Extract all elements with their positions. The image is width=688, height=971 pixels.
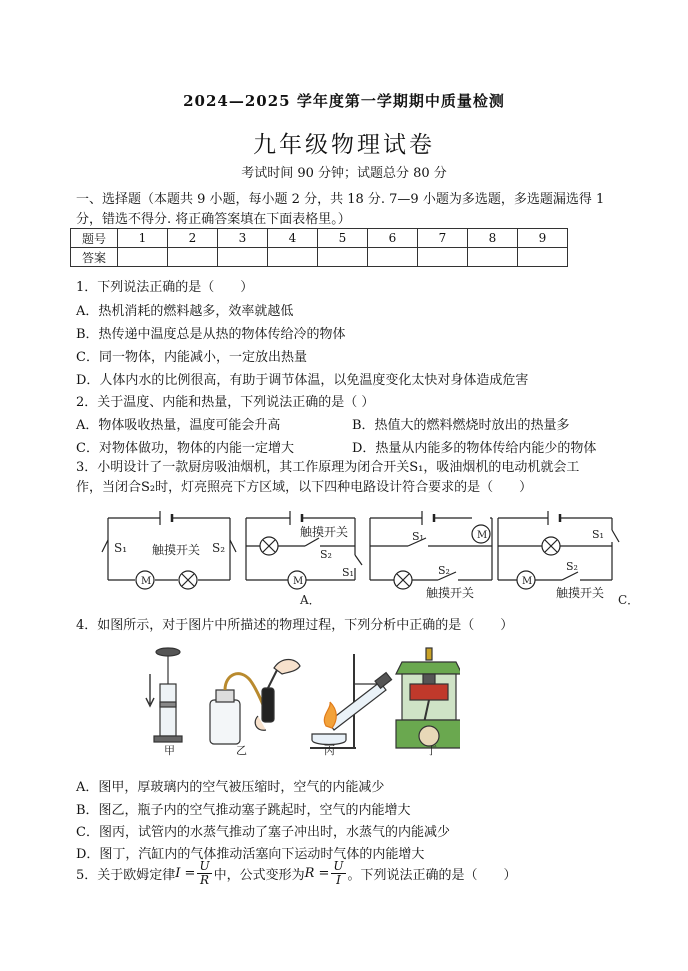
- fig-label-yi: 乙: [236, 744, 247, 756]
- switch-icon: [562, 572, 578, 580]
- svg-text:C．: C．: [618, 593, 640, 607]
- q1-stem: 1．下列说法正确的是（ ）: [76, 280, 254, 295]
- q4-stem: 4．如图所示，对于图片中所描述的物理过程，下列分析中正确的是（ ）: [76, 618, 514, 633]
- svg-text:S₂: S₂: [566, 560, 578, 573]
- engine-cylinder-image: [396, 648, 460, 748]
- q3-line1: 3．小明设计了一款厨房吸油烟机，其工作原理为闭合开关S₁，吸油烟机的电动机就会工: [76, 460, 580, 475]
- answer-table-number: 3: [218, 229, 268, 248]
- q2-option-c: C．对物体做功，物体的内能一定增大: [76, 441, 294, 456]
- answer-table-number: 7: [418, 229, 468, 248]
- q4-option-d: D．图丁，汽缸内的气体推动活塞向下运动时气体的内能增大: [76, 847, 425, 862]
- q5-formula2-lhs: R =: [304, 866, 330, 881]
- answer-cell[interactable]: [518, 248, 568, 267]
- answer-table-number: 6: [368, 229, 418, 248]
- answer-table-number: 4: [268, 229, 318, 248]
- svg-text:S₂: S₂: [212, 541, 226, 555]
- switch-icon: [355, 555, 362, 565]
- answer-table-number: 5: [318, 229, 368, 248]
- bottle-pump-image: [210, 660, 300, 745]
- svg-text:A．: A．: [300, 593, 321, 607]
- answer-table-row2-label: 答案: [71, 248, 118, 267]
- svg-text:触摸开关: 触摸开关: [556, 586, 605, 600]
- q5-part3: 。下列说法正确的是（ ）: [347, 868, 517, 883]
- svg-text:M: M: [141, 576, 152, 587]
- q5-formula1-denominator: R: [199, 873, 210, 887]
- section1-instruction-line2: 分，错选不得分. 将正确答案填在下面表格里。）: [76, 212, 351, 227]
- exam-title: 2024—2025 学年度第一学期期中质量检测: [183, 92, 505, 110]
- compression-cylinder-image: [146, 648, 182, 742]
- answer-cell[interactable]: [368, 248, 418, 267]
- svg-text:触摸开关: 触摸开关: [300, 525, 349, 539]
- q4-option-a: A．图甲，厚玻璃内的空气被压缩时，空气的内能减少: [76, 780, 385, 795]
- svg-text:触摸开关: 触摸开关: [152, 543, 201, 557]
- svg-text:S₁: S₁: [412, 530, 424, 543]
- svg-text:S₂: S₂: [438, 564, 450, 577]
- exam-subtitle: 九年级物理试卷: [253, 132, 435, 158]
- q5-formula1-numerator: U: [199, 859, 210, 873]
- svg-text:M: M: [522, 576, 533, 587]
- q5-part1: 5．关于欧姆定律: [76, 868, 176, 883]
- flame-icon: [324, 702, 336, 728]
- q2-option-b: B．热值大的燃料燃烧时放出的热量多: [352, 418, 570, 433]
- q5-formula1-fraction: [197, 860, 211, 887]
- q2-option-d: D．热量从内能多的物体传给内能少的物体: [352, 441, 597, 456]
- answer-cell[interactable]: [318, 248, 368, 267]
- answer-table-number: 2: [168, 229, 218, 248]
- answer-table-number: 1: [118, 229, 168, 248]
- q5-formula2-numerator: U: [333, 859, 344, 873]
- answer-table: [70, 228, 568, 267]
- svg-text:触摸开关: 触摸开关: [426, 586, 475, 600]
- svg-text:S₁: S₁: [342, 566, 354, 579]
- circuit-a: [102, 511, 236, 589]
- svg-text:S₁: S₁: [114, 541, 128, 555]
- circuit-c: [370, 511, 492, 600]
- q4-option-c: C．图丙，试管内的水蒸气推动了塞子冲出时，水蒸气的内能减少: [76, 825, 450, 840]
- svg-text:M: M: [477, 530, 488, 541]
- fig-label-ding: 丁: [426, 744, 437, 756]
- q3-line2: 作，当闭合S₂时，灯亮照亮下方区域，以下四种电路设计符合要求的是（ ）: [76, 480, 533, 495]
- q4-option-b: B．图乙，瓶子内的空气推动塞子跳起时，空气的内能增大: [76, 803, 411, 818]
- q5-stem: [76, 860, 517, 887]
- q2-stem: 2．关于温度、内能和热量，下列说法正确的是（ ）: [76, 395, 375, 410]
- q1-option-b: B．热传递中温度总是从热的物体传给冷的物体: [76, 327, 346, 342]
- answer-table-number: 8: [468, 229, 518, 248]
- q5-part2: 中，公式变形为: [213, 868, 305, 883]
- answer-cell[interactable]: [168, 248, 218, 267]
- section1-instruction-line1: 一、选择题（本题共 9 小题，每小题 2 分，共 18 分. 7—9 小题为多选题，多选题漏选得 1: [76, 192, 605, 207]
- q1-option-a: A．热机消耗的燃料越多，效率就越低: [76, 304, 294, 319]
- svg-text:M: M: [293, 576, 304, 587]
- answer-table-answer-row: [71, 248, 568, 267]
- circuit-d: [498, 511, 639, 607]
- fig-label-jia: 甲: [164, 744, 175, 756]
- answer-table-row1-label: 题号: [71, 229, 118, 248]
- q5-formula2-fraction: [331, 860, 345, 887]
- svg-text:S₁: S₁: [592, 528, 604, 541]
- answer-cell[interactable]: [268, 248, 318, 267]
- answer-cell[interactable]: [418, 248, 468, 267]
- answer-cell[interactable]: [468, 248, 518, 267]
- answer-table-number-row: [71, 229, 568, 248]
- q1-option-d: D．人体内水的比例很高，有助于调节体温，以免温度变化太快对身体造成危害: [76, 373, 529, 388]
- switch-icon: [612, 530, 619, 542]
- answer-cell[interactable]: [118, 248, 168, 267]
- fig-label-bing: 丙: [324, 744, 335, 756]
- switch-icon: [305, 538, 319, 546]
- q2-option-a: A．物体吸收热量，温度可能会升高: [76, 418, 281, 433]
- circuit-b: [246, 511, 362, 607]
- q5-formula1-lhs: I =: [175, 866, 196, 881]
- answer-cell[interactable]: [218, 248, 268, 267]
- q5-formula2-denominator: I: [336, 873, 341, 887]
- q4-figures: [140, 644, 460, 756]
- answer-table-number: 9: [518, 229, 568, 248]
- exam-time-info: 考试时间 90 分钟；试题总分 80 分: [241, 166, 447, 181]
- svg-text:S₂: S₂: [320, 548, 332, 561]
- q1-option-c: C．同一物体，内能减小，一定放出热量: [76, 350, 307, 365]
- q3-circuits-figure: [100, 500, 640, 610]
- test-tube-burner-image: [310, 654, 392, 748]
